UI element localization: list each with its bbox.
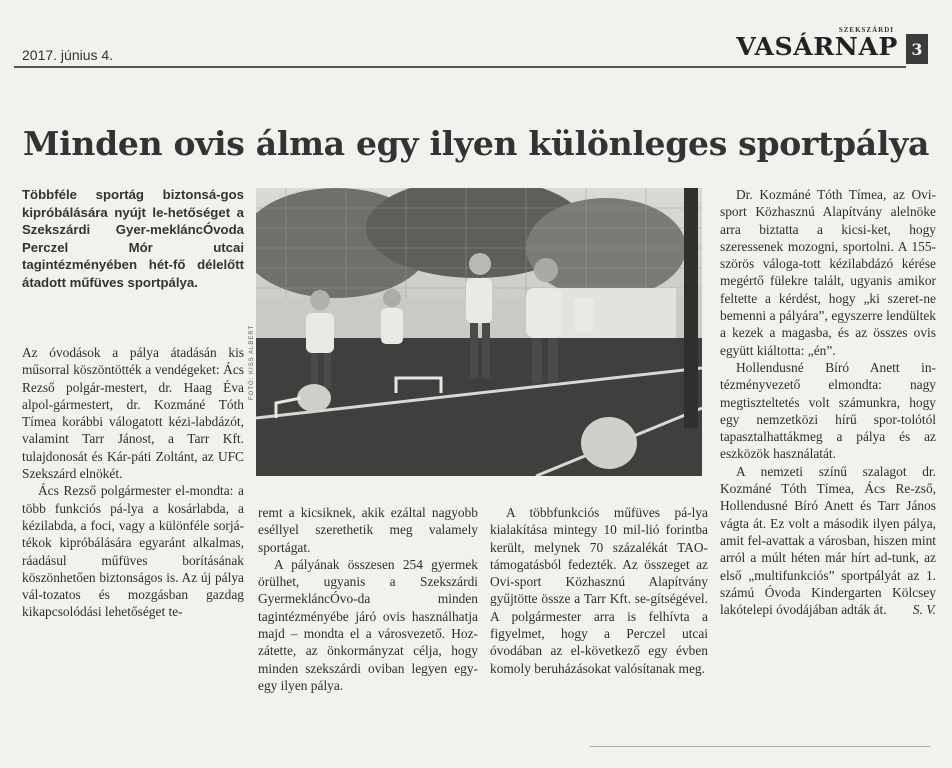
column-3 <box>490 504 708 677</box>
paragraph: A pályának összesen 254 gyermek örülhet, ugyanis a Szekszárdi GyermekláncÓvo-da minden tagintézményébe járó ovis használhatja majd – mondta el a városvezető. Hoz-zátette, az önkormányzat célja, hogy minden szekszárdi oviban legyen egy-egy ilyen pálya. <box>258 556 478 693</box>
masthead-subtitle: SZEKSZÁRDI <box>838 26 894 34</box>
column-4 <box>720 186 936 618</box>
paragraph: remt a kicsiknek, akik ezáltal nagyobb eséllyel szerethetik meg valamely sportágat. <box>258 505 478 555</box>
paragraph: Dr. Kozmáné Tóth Tímea, az Ovi-sport Közhasznú Alapítvány alelnöke arra biztatta a kicsi-ket, hogy szeressenek mozogni, sportolni. A 155-szörös válogа-tott kézilabdázó kérése megértő fülekre talált, ugyanis amikor feltette a kérdést, hogy „ki szeret-ne bemenni a pályára”, egyszerre lendültek a kezek a magasba, és az összes ovis együtt kiáltotta: „én”. <box>720 187 936 358</box>
article-lead: Többféle sportág biztonsá-gos kipróbálására nyújt le-hetőséget a Szekszárdi Gyer-mekláncÓvoda Perczel Mór utcai tagintézményében hét-fő délelőtt átadott műfüves sportpálya. <box>22 187 244 290</box>
issue-date: 2017. június 4. <box>22 47 114 63</box>
footer-rule <box>590 746 930 747</box>
paragraph-text: A nemzeti színű szalagot dr. Kozmáné Tóth Tímea, Ács Re-zső, Hollendusné Bíró Anett és Tarr János vágta át. Ez volt a második ilyen pálya, amit fel-avattak a városban, hiszen mint arról a múlt héten már hírt ad-tunk, az első „multifunkciós” sportpályát az 1. számú Óvoda Kindergarten Kölcsey lakótelepi óvodájában adták át. <box>720 463 936 618</box>
masthead-title: VASÁRNAP <box>736 32 898 61</box>
column-2 <box>258 504 478 694</box>
author-signature: S. V. <box>912 602 936 618</box>
column-1 <box>22 344 244 621</box>
photo-credit: FOTÓ: KISS ALBERT <box>249 324 255 400</box>
article-headline: Minden ovis álma egy ilyen különleges sportpálya <box>22 124 930 163</box>
paragraph <box>720 463 936 619</box>
paragraph: Az óvodások a pálya átadásán kis műsorral köszöntötték a vendégeket: Ács Rezső polgár-mestert, dr. Haag Éva alpol-gármestert, dr. Kozmáné Tóth Tímea korábbi válogatott kézi-labdázót, valamint Tarr Jánost, a Tarr Kft. tulajdonosát és Kár-páti Zoltánt, az UFC Szekszárd elnökét. <box>22 345 244 482</box>
article-photo <box>256 188 702 476</box>
paragraph: A többfunkciós műfüves pá-lya kialakítása mintegy 10 mil-lió forintba került, melynek 70 százalékát TAO-támogatásból fedezték. Az összeget az Ovi-sport Közhasznú Alapítvány gyűjtötte össze a Tarr Kft. se-gítségével. A polgármester arra is felhívta a figyelmet, hogy a Perczel utcai óvodában az el-következő egy évben komoly beruházásokat valósítanak meg. <box>490 505 708 676</box>
newspaper-masthead <box>712 26 902 68</box>
kids-on-sports-field-photo <box>256 188 702 476</box>
paragraph: Hollendusné Bíró Anett in-tézményvezető elmondta: nagy megtiszteltetés volt számunkra, hogy egy nemzetközi hírű spor-tolótól tapasztalhattákmeg a pálya és az eszközök használatát. <box>720 359 936 462</box>
paragraph: Ács Rezső polgármester el-mondta: a több funkciós pá-lya a kosárlabda, a kézilabda, a foci, vagy a különféle sorjá-tékok kipróbálására egyaránt alkalmas, ráadásul műfüves borításának köszönhetően biztonságos is. Az új pálya vál-tozatos és mozgásban gazdag kikapcsolódási lehetőséget te- <box>22 483 244 620</box>
page-number: 3 <box>906 34 928 64</box>
